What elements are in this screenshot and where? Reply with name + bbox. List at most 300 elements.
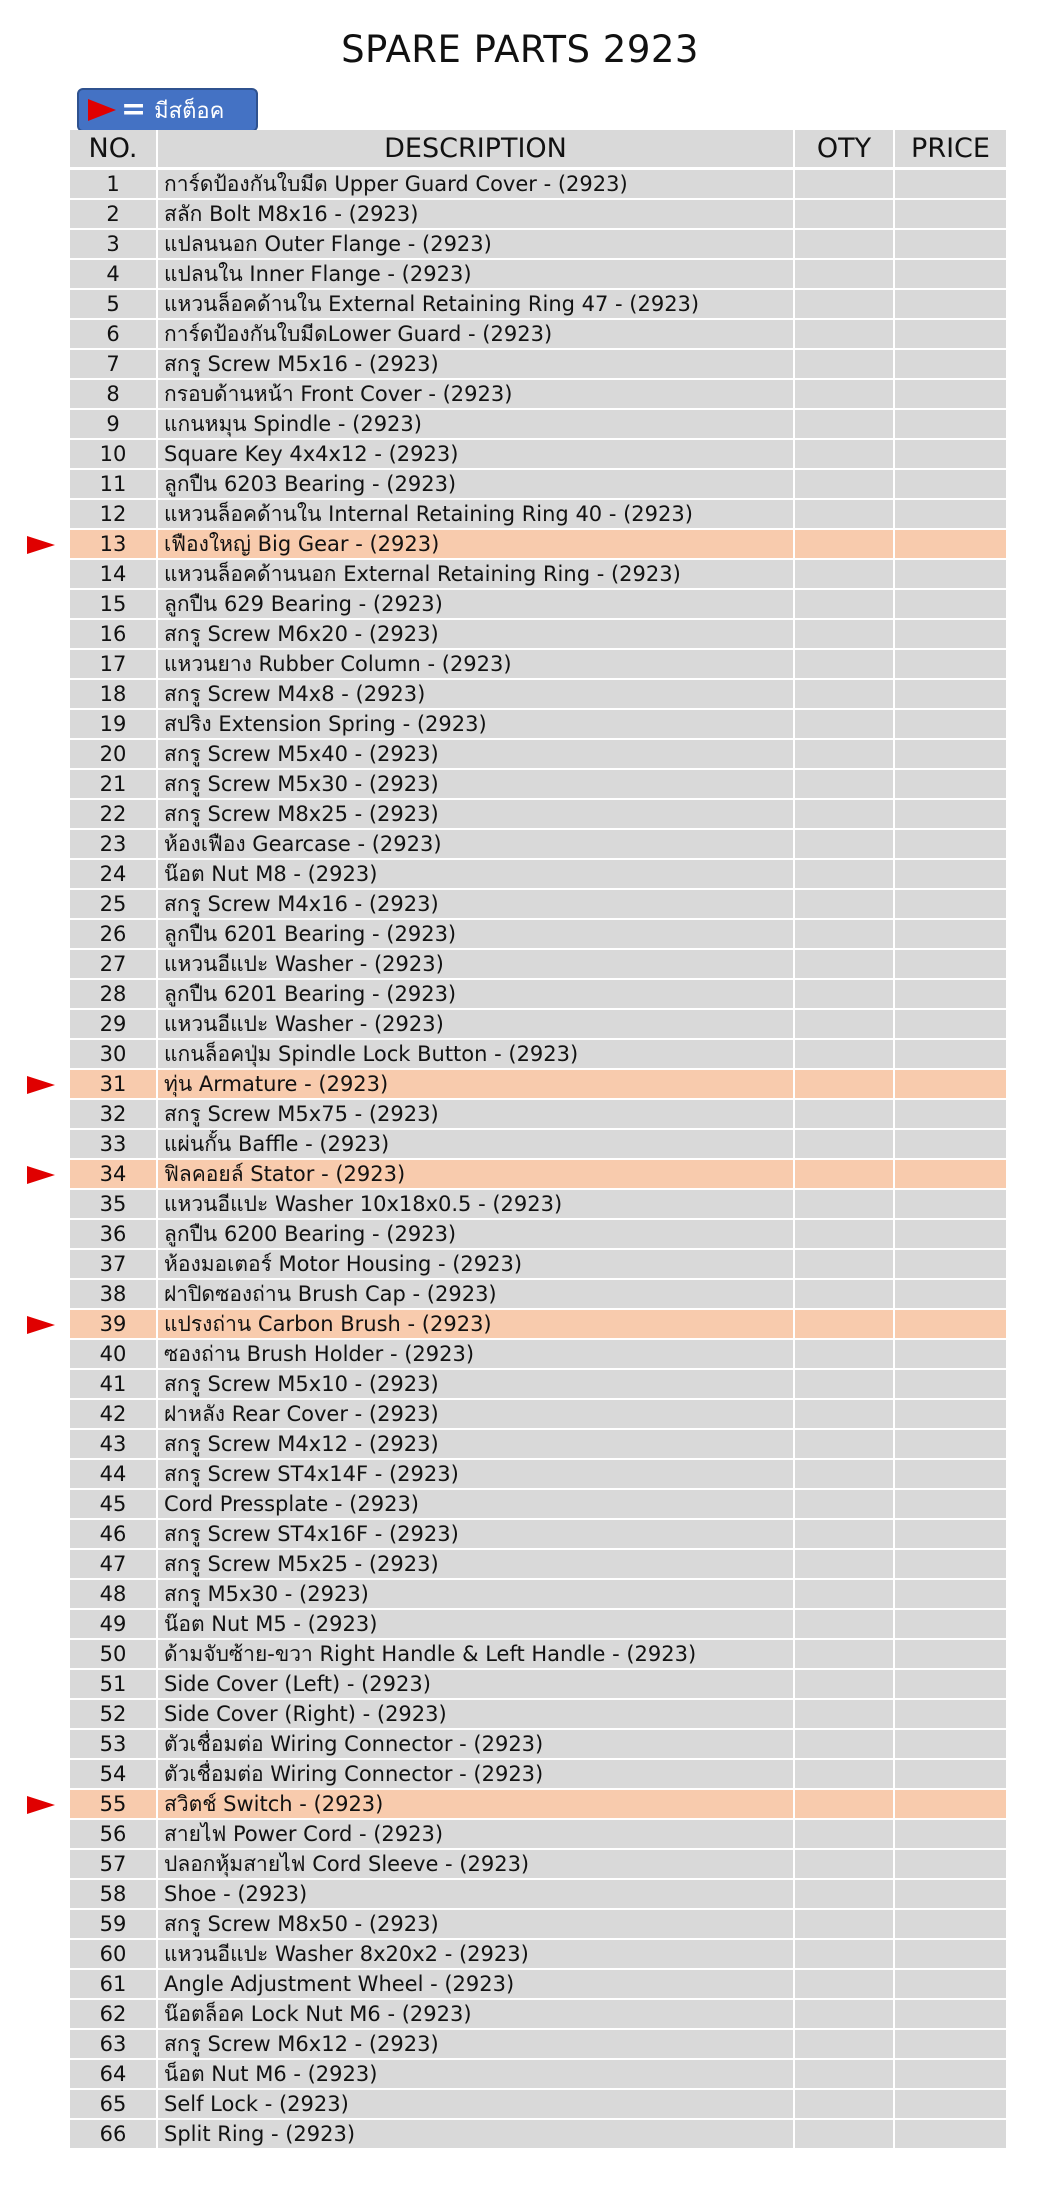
- cell-no: 42: [70, 1400, 158, 1428]
- cell-price: [895, 860, 1006, 888]
- cell-qty: [795, 1280, 895, 1308]
- cell-no: 48: [70, 1580, 158, 1608]
- cell-qty: [795, 1370, 895, 1398]
- cell-no: 16: [70, 620, 158, 648]
- cell-no: 10: [70, 440, 158, 468]
- cell-no: 60: [70, 1940, 158, 1968]
- table-row: [70, 950, 1006, 980]
- cell-qty: [795, 890, 895, 918]
- cell-price: [895, 410, 1006, 438]
- cell-description: ลูกปืน 6201 Bearing - (2923): [158, 980, 795, 1008]
- cell-description: แผ่นกั้น Baffle - (2923): [158, 1130, 795, 1158]
- cell-no: 19: [70, 710, 158, 738]
- cell-description: สกรู Screw M4x12 - (2923): [158, 1430, 795, 1458]
- cell-price: [895, 1070, 1006, 1098]
- cell-no: 9: [70, 410, 158, 438]
- cell-description: สวิตช์ Switch - (2923): [158, 1790, 795, 1818]
- cell-description: ฟิลคอยล์ Stator - (2923): [158, 1160, 795, 1188]
- cell-no: 62: [70, 2000, 158, 2028]
- cell-qty: [795, 1310, 895, 1338]
- table-row: [70, 1070, 1006, 1100]
- cell-price: [895, 500, 1006, 528]
- cell-qty: [795, 590, 895, 618]
- cell-description: ลูกปืน 6203 Bearing - (2923): [158, 470, 795, 498]
- table-row: [70, 1040, 1006, 1070]
- cell-price: [895, 710, 1006, 738]
- table-row: [70, 1160, 1006, 1190]
- table-row: [70, 1400, 1006, 1430]
- table-row: [70, 920, 1006, 950]
- table-row: [70, 1340, 1006, 1370]
- table-row: [70, 2030, 1006, 2060]
- cell-description: แปรงถ่าน Carbon Brush - (2923): [158, 1310, 795, 1338]
- cell-price: [895, 620, 1006, 648]
- cell-description: Side Cover (Right) - (2923): [158, 1700, 795, 1728]
- cell-description: น๊อตล็อค Lock Nut M6 - (2923): [158, 2000, 795, 2028]
- table-row: [70, 1460, 1006, 1490]
- cell-description: สกรู Screw M5x16 - (2923): [158, 350, 795, 378]
- cell-no: 20: [70, 740, 158, 768]
- cell-no: 3: [70, 230, 158, 258]
- cell-price: [895, 1520, 1006, 1548]
- cell-qty: [795, 1130, 895, 1158]
- cell-no: 4: [70, 260, 158, 288]
- cell-price: [895, 1610, 1006, 1638]
- table-row: [70, 650, 1006, 680]
- cell-qty: [795, 1970, 895, 1998]
- cell-qty: [795, 830, 895, 858]
- cell-qty: [795, 170, 895, 198]
- table-row: [70, 2000, 1006, 2030]
- cell-price: [895, 1730, 1006, 1758]
- table-header: [70, 130, 1006, 170]
- cell-no: 53: [70, 1730, 158, 1758]
- cell-description: แหวนอีแปะ Washer - (2923): [158, 1010, 795, 1038]
- cell-no: 22: [70, 800, 158, 828]
- table-row: [70, 1430, 1006, 1460]
- cell-description: แหวนอีแปะ Washer - (2923): [158, 950, 795, 978]
- cell-price: [895, 2090, 1006, 2118]
- cell-qty: [795, 1520, 895, 1548]
- cell-price: [895, 1670, 1006, 1698]
- table-row: [70, 1850, 1006, 1880]
- cell-no: 55: [70, 1790, 158, 1818]
- table-row: [70, 1910, 1006, 1940]
- table-row: [70, 1700, 1006, 1730]
- cell-description: แปลนใน Inner Flange - (2923): [158, 260, 795, 288]
- table-row: [70, 980, 1006, 1010]
- cell-no: 32: [70, 1100, 158, 1128]
- table-row: [70, 560, 1006, 590]
- table-row: [70, 740, 1006, 770]
- cell-qty: [795, 1550, 895, 1578]
- cell-description: ทุ่น Armature - (2923): [158, 1070, 795, 1098]
- cell-qty: [795, 800, 895, 828]
- cell-no: 57: [70, 1850, 158, 1878]
- cell-description: สปริง Extension Spring - (2923): [158, 710, 795, 738]
- cell-no: 37: [70, 1250, 158, 1278]
- table-row: [70, 1880, 1006, 1910]
- cell-no: 33: [70, 1130, 158, 1158]
- cell-price: [895, 1850, 1006, 1878]
- cell-qty: [795, 470, 895, 498]
- cell-price: [895, 170, 1006, 198]
- cell-description: Side Cover (Left) - (2923): [158, 1670, 795, 1698]
- cell-price: [895, 1880, 1006, 1908]
- cell-price: [895, 1640, 1006, 1668]
- table-row: [70, 1100, 1006, 1130]
- red-triangle-icon: [87, 98, 117, 122]
- table-row: [70, 530, 1006, 560]
- cell-description: น๊อต Nut M8 - (2923): [158, 860, 795, 888]
- cell-description: ลูกปืน 6201 Bearing - (2923): [158, 920, 795, 948]
- cell-qty: [795, 950, 895, 978]
- table-row: [70, 1010, 1006, 1040]
- cell-qty: [795, 2090, 895, 2118]
- table-row: [70, 1520, 1006, 1550]
- cell-price: [895, 1970, 1006, 1998]
- cell-price: [895, 950, 1006, 978]
- cell-qty: [795, 1070, 895, 1098]
- cell-qty: [795, 230, 895, 258]
- cell-qty: [795, 1580, 895, 1608]
- cell-no: 66: [70, 2120, 158, 2148]
- in-stock-marker-icon: [26, 1165, 56, 1189]
- cell-description: สกรู Screw ST4x16F - (2923): [158, 1520, 795, 1548]
- cell-price: [895, 1100, 1006, 1128]
- cell-description: Angle Adjustment Wheel - (2923): [158, 1970, 795, 1998]
- table-row: [70, 1250, 1006, 1280]
- cell-description: สกรู Screw M4x8 - (2923): [158, 680, 795, 708]
- cell-price: [895, 800, 1006, 828]
- table-row: [70, 1940, 1006, 1970]
- cell-description: ปลอกหุ้มสายไฟ Cord Sleeve - (2923): [158, 1850, 795, 1878]
- cell-qty: [795, 530, 895, 558]
- cell-no: 21: [70, 770, 158, 798]
- cell-price: [895, 770, 1006, 798]
- cell-price: [895, 1370, 1006, 1398]
- cell-qty: [795, 440, 895, 468]
- cell-price: [895, 470, 1006, 498]
- cell-price: [895, 1040, 1006, 1068]
- cell-price: [895, 380, 1006, 408]
- cell-qty: [795, 1790, 895, 1818]
- cell-description: ลูกปืน 6200 Bearing - (2923): [158, 1220, 795, 1248]
- cell-description: สายไฟ Power Cord - (2923): [158, 1820, 795, 1848]
- cell-no: 35: [70, 1190, 158, 1218]
- cell-price: [895, 1940, 1006, 1968]
- cell-qty: [795, 1190, 895, 1218]
- cell-price: [895, 680, 1006, 708]
- cell-qty: [795, 1850, 895, 1878]
- cell-no: 36: [70, 1220, 158, 1248]
- cell-description: แกนล็อคปุ่ม Spindle Lock Button - (2923): [158, 1040, 795, 1068]
- cell-no: 40: [70, 1340, 158, 1368]
- table-row: [70, 830, 1006, 860]
- cell-qty: [795, 380, 895, 408]
- cell-price: [895, 1250, 1006, 1278]
- cell-description: สกรู Screw M4x16 - (2923): [158, 890, 795, 918]
- cell-price: [895, 1580, 1006, 1608]
- cell-no: 44: [70, 1460, 158, 1488]
- cell-description: แหวนล็อคด้านนอก External Retaining Ring - (2923): [158, 560, 795, 588]
- in-stock-marker-icon: [26, 1795, 56, 1819]
- cell-no: 59: [70, 1910, 158, 1938]
- cell-qty: [795, 740, 895, 768]
- cell-description: สกรู Screw M5x75 - (2923): [158, 1100, 795, 1128]
- legend-equals: =: [121, 92, 147, 127]
- table-row: [70, 1670, 1006, 1700]
- cell-qty: [795, 560, 895, 588]
- page-title: SPARE PARTS 2923: [341, 28, 699, 71]
- cell-description: สกรู Screw M8x25 - (2923): [158, 800, 795, 828]
- cell-description: สกรู M5x30 - (2923): [158, 1580, 795, 1608]
- cell-qty: [795, 2030, 895, 2058]
- cell-description: Cord Pressplate - (2923): [158, 1490, 795, 1518]
- cell-no: 7: [70, 350, 158, 378]
- table-row: [70, 2090, 1006, 2120]
- cell-qty: [795, 200, 895, 228]
- table-row: [70, 860, 1006, 890]
- table-row: [70, 800, 1006, 830]
- table-row: [70, 590, 1006, 620]
- cell-price: [895, 350, 1006, 378]
- cell-no: 39: [70, 1310, 158, 1338]
- cell-qty: [795, 1700, 895, 1728]
- cell-price: [895, 260, 1006, 288]
- cell-qty: [795, 1010, 895, 1038]
- cell-qty: [795, 1160, 895, 1188]
- cell-no: 49: [70, 1610, 158, 1638]
- cell-price: [895, 1160, 1006, 1188]
- cell-price: [895, 1550, 1006, 1578]
- cell-qty: [795, 1730, 895, 1758]
- cell-no: 52: [70, 1700, 158, 1728]
- cell-qty: [795, 1940, 895, 1968]
- cell-qty: [795, 1490, 895, 1518]
- cell-qty: [795, 1100, 895, 1128]
- cell-description: ด้ามจับซ้าย-ขวา Right Handle & Left Handle - (2923): [158, 1640, 795, 1668]
- stock-legend: [77, 88, 258, 132]
- cell-description: แหวนอีแปะ Washer 8x20x2 - (2923): [158, 1940, 795, 1968]
- cell-no: 17: [70, 650, 158, 678]
- table-row: [70, 1730, 1006, 1760]
- cell-description: น๊อต Nut M5 - (2923): [158, 1610, 795, 1638]
- table-row: [70, 1130, 1006, 1160]
- cell-description: ตัวเชื่อมต่อ Wiring Connector - (2923): [158, 1760, 795, 1788]
- cell-no: 8: [70, 380, 158, 408]
- cell-description: ตัวเชื่อมต่อ Wiring Connector - (2923): [158, 1730, 795, 1758]
- cell-no: 12: [70, 500, 158, 528]
- in-stock-marker-icon: [26, 1315, 56, 1339]
- cell-qty: [795, 680, 895, 708]
- cell-price: [895, 590, 1006, 618]
- cell-price: [895, 650, 1006, 678]
- cell-no: 61: [70, 1970, 158, 1998]
- cell-price: [895, 1400, 1006, 1428]
- table-row: [70, 320, 1006, 350]
- cell-price: [895, 1190, 1006, 1218]
- table-row: [70, 1220, 1006, 1250]
- cell-no: 26: [70, 920, 158, 948]
- cell-description: การ์ดป้องกันใบมีด Upper Guard Cover - (2923): [158, 170, 795, 198]
- cell-description: แหวนยาง Rubber Column - (2923): [158, 650, 795, 678]
- cell-no: 15: [70, 590, 158, 618]
- table-row: [70, 1490, 1006, 1520]
- cell-qty: [795, 1040, 895, 1068]
- cell-qty: [795, 650, 895, 678]
- cell-price: [895, 2060, 1006, 2088]
- cell-no: 1: [70, 170, 158, 198]
- cell-description: สกรู Screw M5x10 - (2923): [158, 1370, 795, 1398]
- header-qty: OTY: [795, 130, 895, 167]
- cell-price: [895, 230, 1006, 258]
- cell-price: [895, 1910, 1006, 1938]
- cell-description: Self Lock - (2923): [158, 2090, 795, 2118]
- table-row: [70, 380, 1006, 410]
- cell-price: [895, 1430, 1006, 1458]
- table-row: [70, 470, 1006, 500]
- table-row: [70, 410, 1006, 440]
- cell-price: [895, 1820, 1006, 1848]
- cell-qty: [795, 1400, 895, 1428]
- cell-description: แกนหมุน Spindle - (2923): [158, 410, 795, 438]
- cell-no: 45: [70, 1490, 158, 1518]
- cell-no: 6: [70, 320, 158, 348]
- table-row: [70, 170, 1006, 200]
- cell-no: 41: [70, 1370, 158, 1398]
- header-price: PRICE: [911, 133, 990, 164]
- cell-description: Shoe - (2923): [158, 1880, 795, 1908]
- header-no: NO.: [70, 130, 158, 167]
- table-row: [70, 2120, 1006, 2150]
- cell-description: ลูกปืน 629 Bearing - (2923): [158, 590, 795, 618]
- table-row: [70, 290, 1006, 320]
- cell-qty: [795, 710, 895, 738]
- cell-price: [895, 2000, 1006, 2028]
- cell-description: กรอบด้านหน้า Front Cover - (2923): [158, 380, 795, 408]
- cell-no: 25: [70, 890, 158, 918]
- cell-price: [895, 1700, 1006, 1728]
- cell-description: น็อต Nut M6 - (2923): [158, 2060, 795, 2088]
- cell-description: สกรู Screw M6x20 - (2923): [158, 620, 795, 648]
- table-row: [70, 770, 1006, 800]
- cell-price: [895, 1310, 1006, 1338]
- cell-no: 5: [70, 290, 158, 318]
- cell-qty: [795, 1460, 895, 1488]
- cell-price: [895, 830, 1006, 858]
- header-description: DESCRIPTION: [158, 130, 795, 167]
- cell-no: 28: [70, 980, 158, 1008]
- cell-description: ซองถ่าน Brush Holder - (2923): [158, 1340, 795, 1368]
- cell-qty: [795, 2120, 895, 2148]
- cell-price: [895, 1460, 1006, 1488]
- cell-qty: [795, 1820, 895, 1848]
- cell-qty: [795, 1640, 895, 1668]
- cell-price: [895, 2030, 1006, 2058]
- cell-no: 63: [70, 2030, 158, 2058]
- cell-qty: [795, 980, 895, 1008]
- cell-qty: [795, 1910, 895, 1938]
- cell-price: [895, 1790, 1006, 1818]
- table-row: [70, 1190, 1006, 1220]
- cell-qty: [795, 320, 895, 348]
- cell-no: 56: [70, 1820, 158, 1848]
- cell-description: ฝาปิดซองถ่าน Brush Cap - (2923): [158, 1280, 795, 1308]
- cell-no: 24: [70, 860, 158, 888]
- cell-no: 18: [70, 680, 158, 708]
- cell-qty: [795, 920, 895, 948]
- cell-description: การ์ดป้องกันใบมีดLower Guard - (2923): [158, 320, 795, 348]
- cell-price: [895, 440, 1006, 468]
- cell-price: [895, 740, 1006, 768]
- cell-price: [895, 980, 1006, 1008]
- cell-qty: [795, 860, 895, 888]
- table-row: [70, 680, 1006, 710]
- cell-price: [895, 1760, 1006, 1788]
- cell-price: [895, 530, 1006, 558]
- cell-description: ห้องเฟือง Gearcase - (2923): [158, 830, 795, 858]
- cell-no: 54: [70, 1760, 158, 1788]
- table-row: [70, 260, 1006, 290]
- table-row: [70, 2060, 1006, 2090]
- cell-description: เฟืองใหญ่ Big Gear - (2923): [158, 530, 795, 558]
- cell-price: [895, 320, 1006, 348]
- cell-no: 23: [70, 830, 158, 858]
- cell-no: 34: [70, 1160, 158, 1188]
- cell-price: [895, 2120, 1006, 2148]
- cell-qty: [795, 1880, 895, 1908]
- cell-qty: [795, 410, 895, 438]
- table-row: [70, 1970, 1006, 2000]
- cell-no: 50: [70, 1640, 158, 1668]
- in-stock-marker-icon: [26, 1075, 56, 1099]
- cell-description: สกรู Screw M5x25 - (2923): [158, 1550, 795, 1578]
- cell-qty: [795, 260, 895, 288]
- cell-no: 13: [70, 530, 158, 558]
- cell-description: Split Ring - (2923): [158, 2120, 795, 2148]
- cell-no: 29: [70, 1010, 158, 1038]
- legend-text: มีสต็อค: [154, 98, 225, 124]
- cell-price: [895, 1220, 1006, 1248]
- cell-qty: [795, 500, 895, 528]
- table-row: [70, 500, 1006, 530]
- table-row: [70, 440, 1006, 470]
- cell-qty: [795, 1760, 895, 1788]
- cell-description: สกรู Screw M6x12 - (2923): [158, 2030, 795, 2058]
- cell-price: [895, 1280, 1006, 1308]
- cell-description: สลัก Bolt M8x16 - (2923): [158, 200, 795, 228]
- cell-qty: [795, 1670, 895, 1698]
- cell-no: 43: [70, 1430, 158, 1458]
- cell-price: [895, 290, 1006, 318]
- cell-no: 30: [70, 1040, 158, 1068]
- cell-no: 58: [70, 1880, 158, 1908]
- cell-no: 47: [70, 1550, 158, 1578]
- table-row: [70, 1640, 1006, 1670]
- cell-description: สกรู Screw M8x50 - (2923): [158, 1910, 795, 1938]
- cell-price: [895, 890, 1006, 918]
- table-row: [70, 710, 1006, 740]
- cell-no: 46: [70, 1520, 158, 1548]
- table-row: [70, 230, 1006, 260]
- cell-qty: [795, 2060, 895, 2088]
- table-row: [70, 1550, 1006, 1580]
- table-row: [70, 200, 1006, 230]
- table-row: [70, 350, 1006, 380]
- cell-no: 27: [70, 950, 158, 978]
- cell-price: [895, 1010, 1006, 1038]
